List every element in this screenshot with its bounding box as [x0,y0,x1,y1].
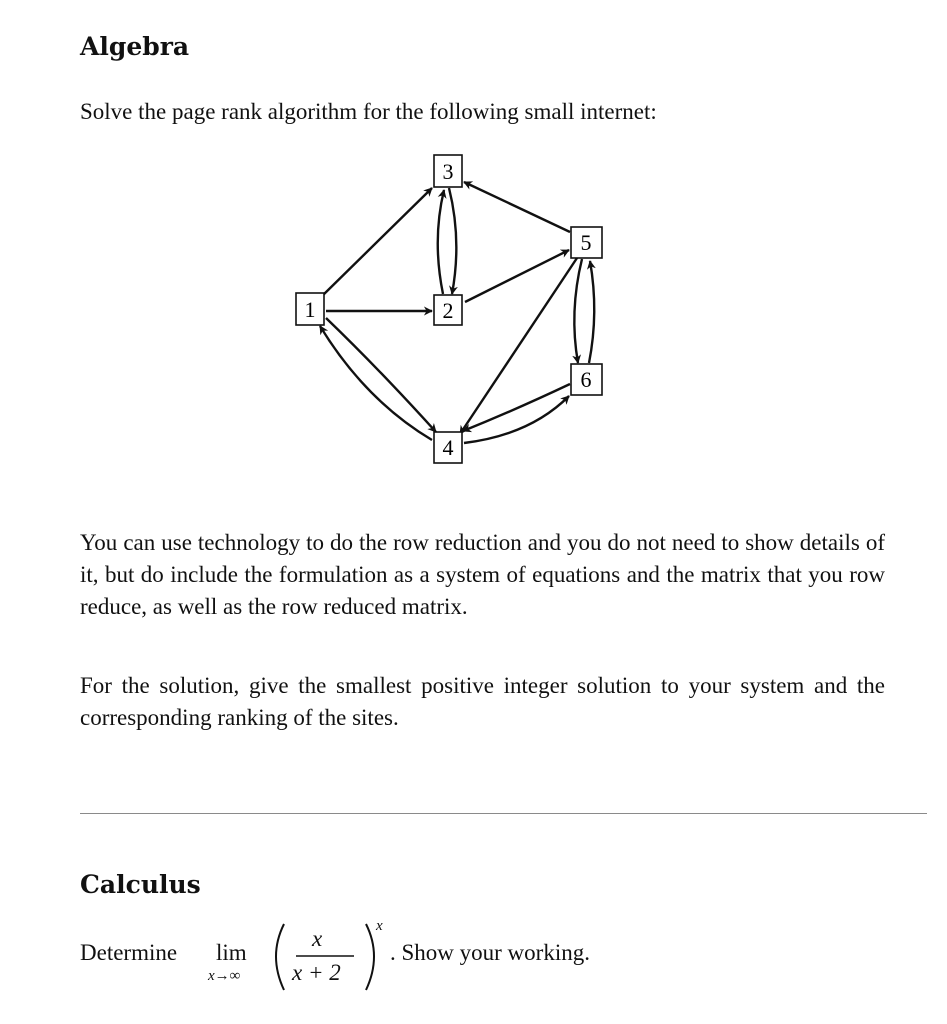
node-4 [434,432,462,463]
algebra-prompt: Solve the page rank algorithm for the following small internet: [80,99,657,124]
algebra-instructions-1: You can use technology to do the row reduction and you do not need to show details of it, but do include the formulation as a system of equations and the matrix that you row reduce, as well as the row reduced matrix. [80,530,885,619]
section-divider [80,813,927,814]
node-1 [296,293,324,325]
edge-1-to-3 [320,188,432,298]
algebra-instructions-2: For the solution, give the smallest positive integer solution to your system and the corresponding ranking of the sites. [80,673,885,730]
calculus-heading: Calculus [80,870,201,899]
node-2 [434,295,462,325]
svg-text:4: 4 [442,435,454,460]
algebra-heading: Algebra [80,32,190,61]
page-rank-graph [0,0,947,500]
fraction-numerator: x [312,926,323,951]
limit-subscript: x→∞ [208,968,241,984]
power-exponent: x [376,918,383,934]
svg-text:5: 5 [580,230,592,255]
limit-operator: lim [216,940,247,965]
edge-1-to-4 [326,318,436,432]
node-6 [571,364,602,395]
edge-5-to-6 [574,259,582,363]
calculus-question [80,918,780,998]
edge-2-to-3 [438,190,444,294]
question-prefix: Determine [80,940,178,965]
node-3 [434,155,462,187]
edge-6-to-5 [589,261,594,363]
question-suffix: . Show your working. [390,940,590,965]
edge-3-to-2 [449,188,456,294]
fraction-denominator: x + 2 [292,960,341,985]
svg-text:2: 2 [442,298,454,323]
node-5 [571,227,602,258]
edge-4-to-1 [320,326,432,440]
svg-text:3: 3 [442,159,454,184]
svg-text:6: 6 [580,367,592,392]
svg-text:1: 1 [304,297,316,322]
edge-5-to-3 [464,182,570,232]
